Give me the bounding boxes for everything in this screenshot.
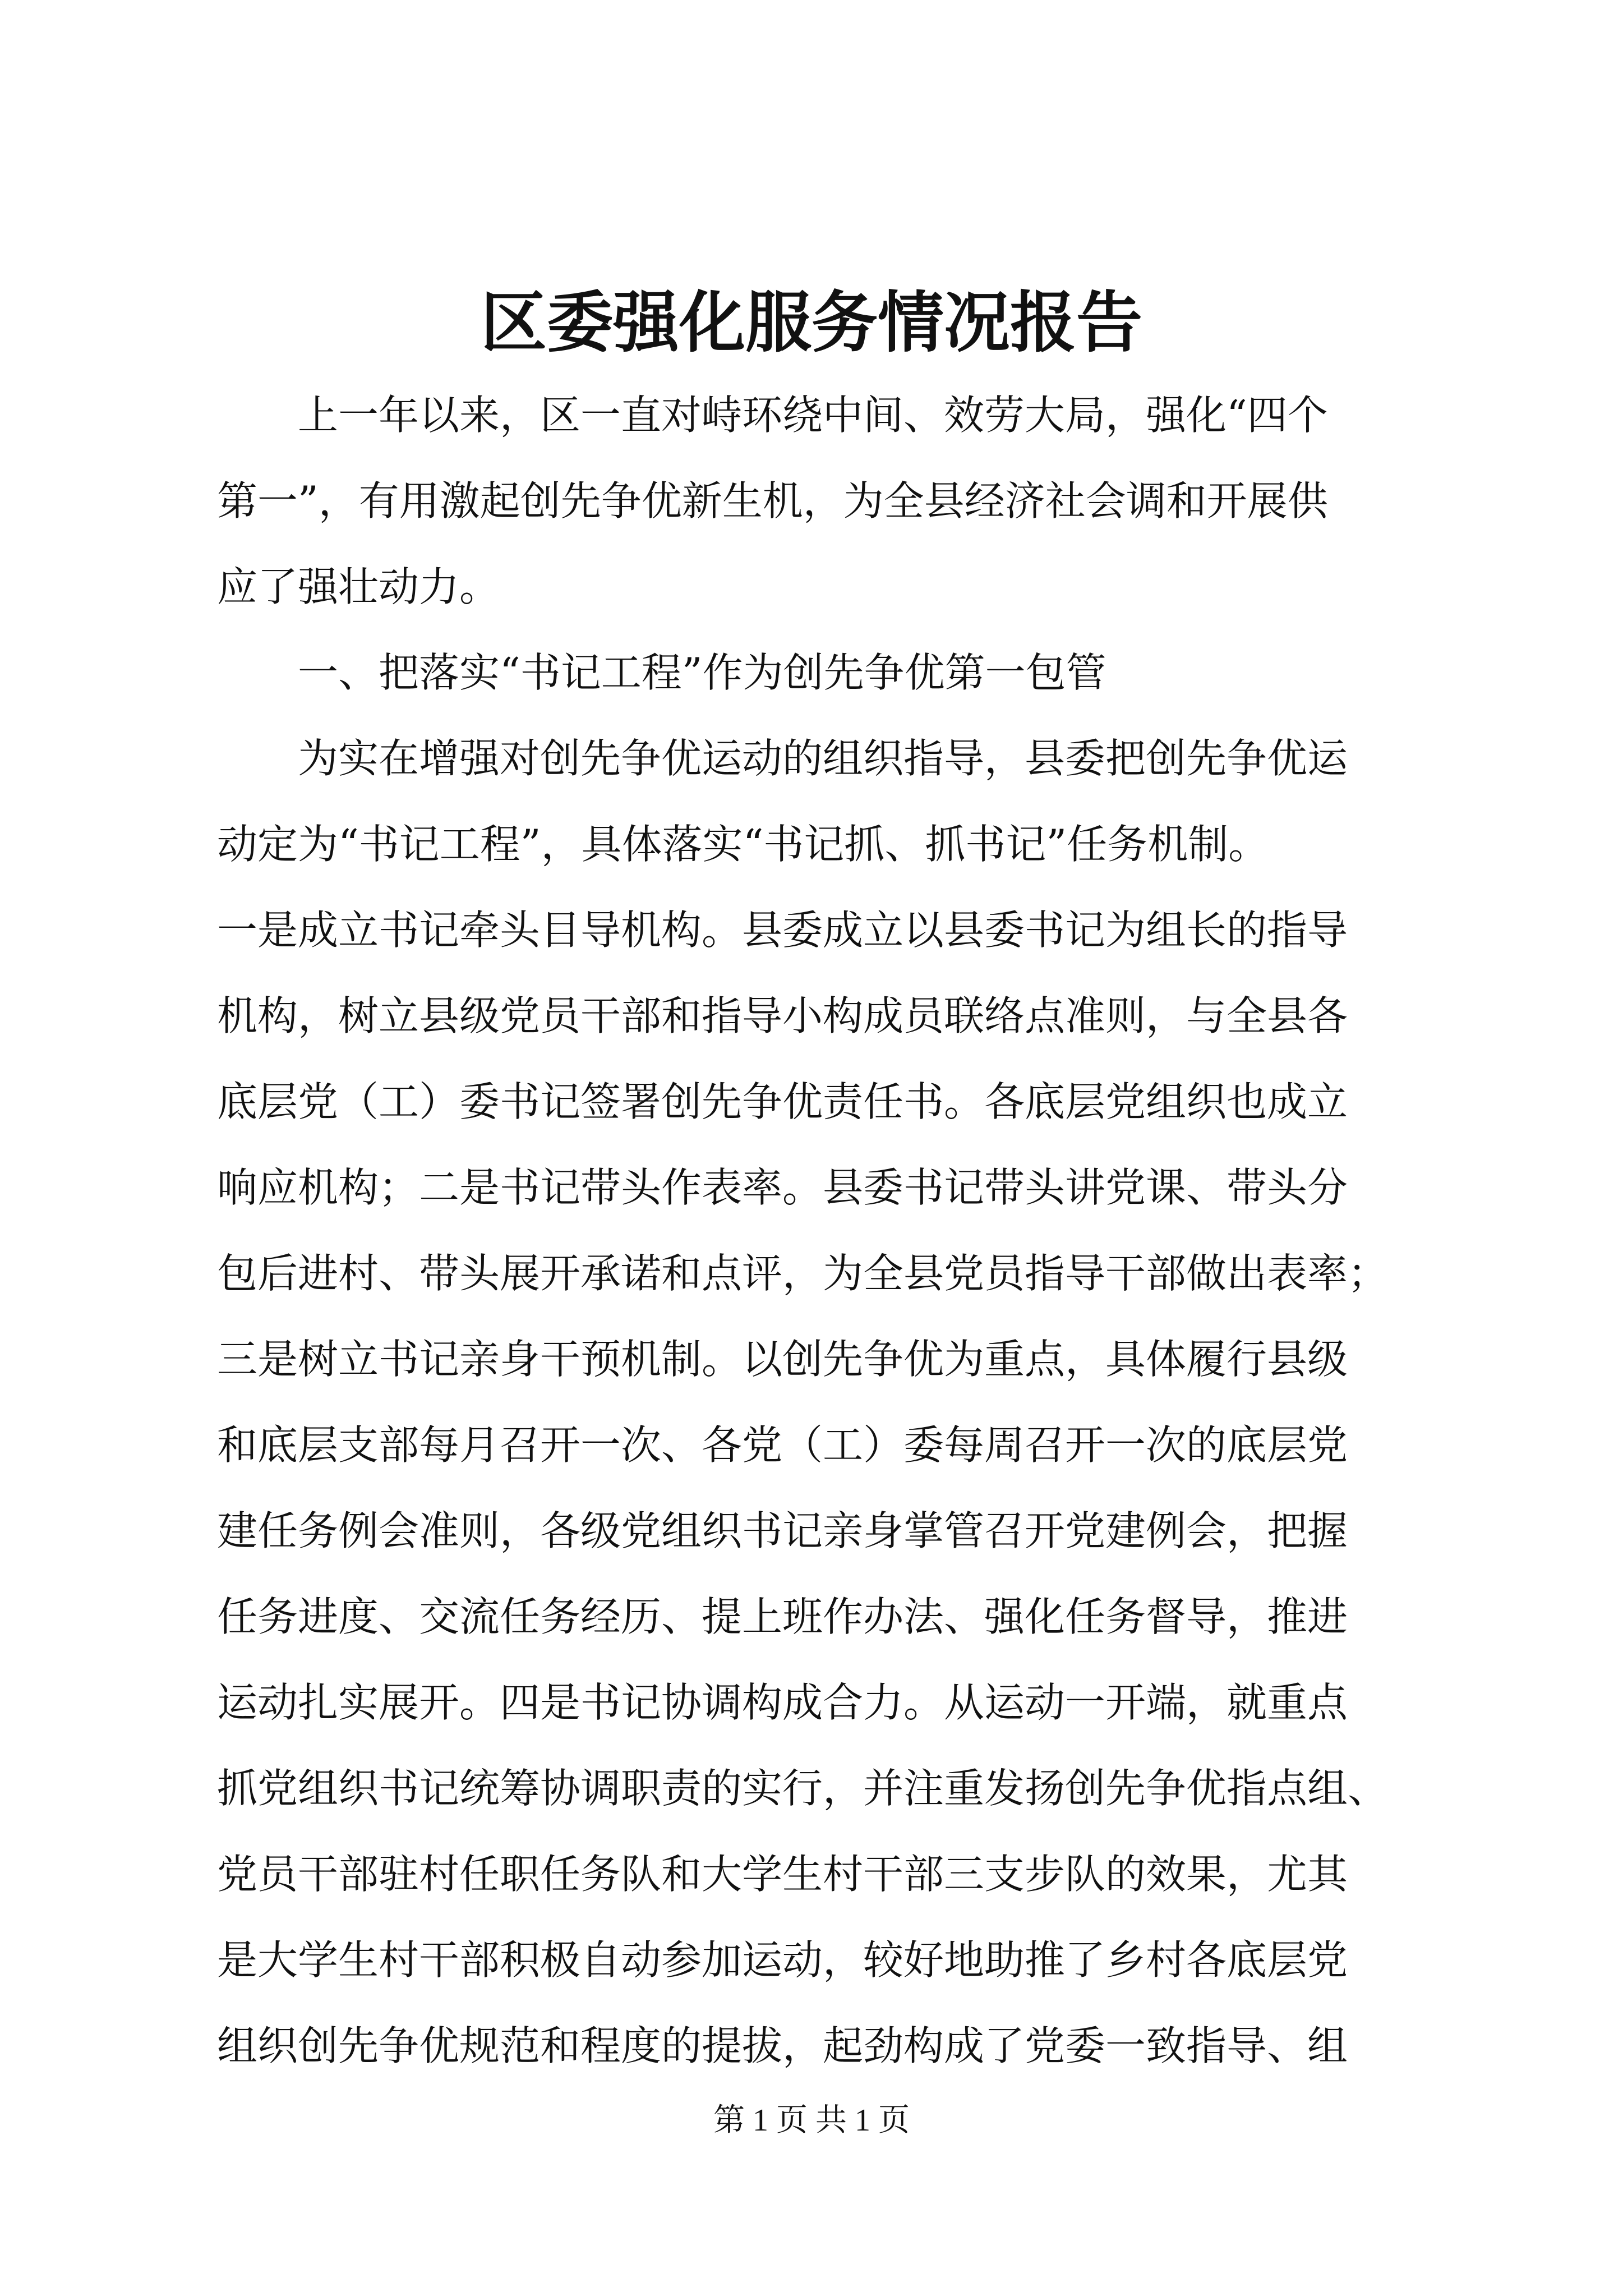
body-line: 和底层支部每月召开一次、各党（工）委每周召开一次的底层党 — [217, 1421, 1348, 1469]
body-line: 抓党组织书记统筹协调职责的实行，并注重发扬创先争优指点组、 — [217, 1765, 1389, 1812]
body-line: 底层党（工）委书记签署创先争优责任书。各底层党组织也成立 — [217, 1078, 1348, 1125]
body-line: 任务进度、交流任务经历、提上班作办法、强化任务督导，推进 — [217, 1593, 1348, 1640]
body-line: 是大学生村干部积极自动参加运动，较好地助推了乡村各底层党 — [217, 1936, 1348, 1984]
body-line: 建任务例会准则，各级党组织书记亲身掌管召开党建例会，把握 — [217, 1507, 1348, 1554]
page-footer: 第 1 页 共 1 页 — [713, 2103, 910, 2138]
body-line: 三是树立书记亲身干预机制。以创先争优为重点，具体履行县级 — [217, 1336, 1348, 1383]
body-line: 党员干部驻村任职任务队和大学生村干部三支步队的效果，尤其 — [217, 1851, 1348, 1898]
body-line: 组织创先争优规范和程度的提拔，起劲构成了党委一致指导、组 — [217, 2022, 1348, 2069]
document-title: 区委强化服务情况报告 — [480, 283, 1142, 361]
document-body — [217, 372, 1428, 2089]
body-line: 动定为“书记工程”，具体落实“书记抓、抓书记”任务机制。 — [217, 821, 1269, 868]
body-line: 运动扎实展开。四是书记协调构成合力。从运动一开端，就重点 — [217, 1679, 1348, 1726]
body-line: 响应机构；二是书记带头作表率。县委书记带头讲党课、带头分 — [217, 1164, 1348, 1211]
body-line: 一是成立书记牵头目导机构。县委成立以县委书记为组长的指导 — [217, 907, 1348, 954]
body-line: 为实在增强对创先争优运动的组织指导，县委把创先争优运 — [298, 735, 1348, 782]
body-line: 应了强壮动力。 — [217, 563, 500, 610]
body-line: 第一”，有用激起创先争优新生机，为全县经济社会调和开展供 — [217, 477, 1328, 524]
body-line: 一、把落实“书记工程”作为创先争优第一包管 — [298, 649, 1106, 696]
body-line: 上一年以来，区一直对峙环绕中间、效劳大局，强化“四个 — [298, 392, 1328, 439]
body-line: 机构，树立县级党员干部和指导小构成员联络点准则，与全县各 — [217, 992, 1348, 1039]
body-line: 包后进村、带头展开承诺和点评，为全县党员指导干部做出表率； — [217, 1250, 1389, 1297]
